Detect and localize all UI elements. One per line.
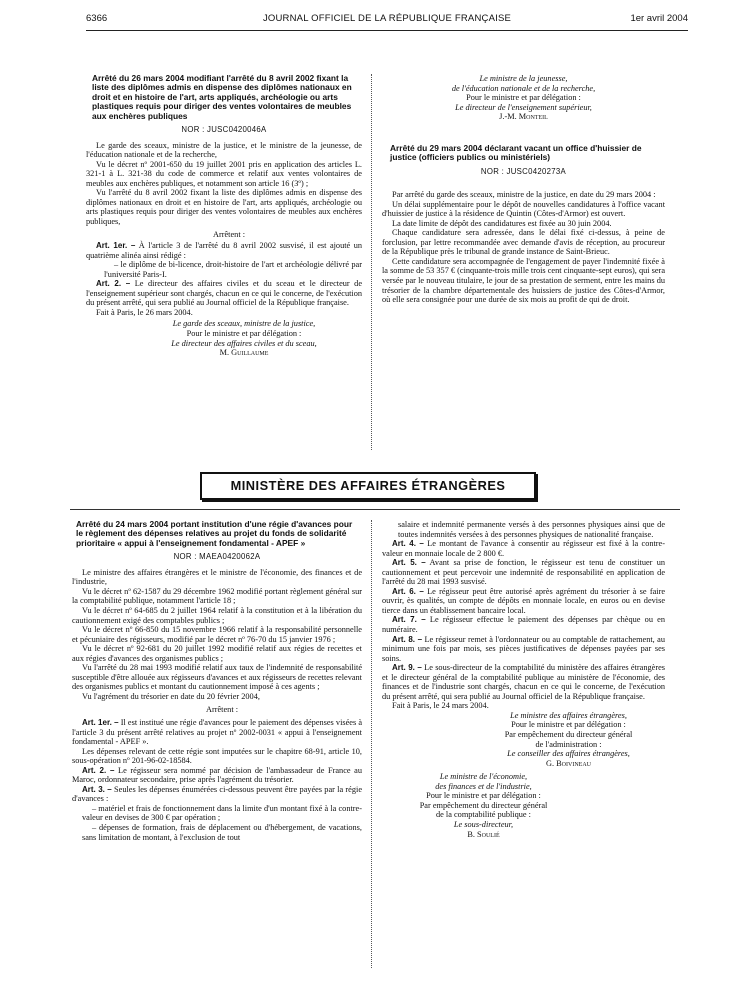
sig-line: Le ministre des affaires étrangères, <box>510 710 627 720</box>
page-number: 6366 <box>86 13 108 24</box>
sig-line: Le conseiller des affaires étrangères, <box>507 749 630 759</box>
sig-line: Par empêchement du directeur général <box>504 730 633 740</box>
art6-label: Art. 6. – <box>392 586 424 596</box>
decree-3-art2 <box>72 766 362 785</box>
decree-1-done: Fait à Paris, le 26 mars 2004. <box>96 307 193 317</box>
decree-3-art8 <box>382 635 665 664</box>
sig-line: Le sous-directeur, <box>453 819 514 829</box>
decree-3-art7 <box>382 615 665 634</box>
decree-2-column <box>382 74 665 305</box>
decree-1-art2 <box>86 279 362 308</box>
decree-3-signature-a <box>382 711 665 768</box>
decree-1-visa-2: Vu l'arrêté du 8 avril 2002 fixant la liste des diplômes admis en dispense des diplômes nationaux en droit et en histoire de l'art, arts appliqués, archéologie ou arts plastiques requis pour diriger des ventes volontaires de meubles aux enchères publiques, <box>86 188 362 226</box>
sig-line: Le directeur des affaires civiles et du sceau, <box>171 338 317 348</box>
decree-3-art3 <box>72 785 362 804</box>
art7-label: Art. 7. – <box>392 615 426 625</box>
sig-name: M. Guillaume <box>219 348 269 358</box>
decree-3-signature-b <box>382 772 665 839</box>
decree-3-art1-b: Les dépenses relevant de cette régie sont imputées sur le chapitre 68-91, article 10, sous-opération nº 201-96-02-18584. <box>72 746 362 766</box>
sig-line: Le garde des sceaux, ministre de la justice, <box>172 319 316 329</box>
decree-2-p5: Cette candidature sera accompagnée de l'engagement de payer l'indemnité fixée à la somme de 53 357 € (cinquante-trois mille trois cent cinquante-sept euros), qui sera versée par le nouveau titulaire, le jour de sa prestation de serment, entre les mains du trésorier de la chambre départementale des huissiers de justice des Côtes-d'Armor, où elle sera consignée pour une durée de six mois au profit de qui de droit. <box>382 256 665 305</box>
decree-3-column <box>72 520 362 842</box>
art7-text: Le régisseur effectue le paiement des dépenses par chèque ou en numéraire. <box>382 615 666 635</box>
decree-3-art9 <box>382 663 665 701</box>
decree-3-visa-2: Vu le décret nº 64-685 du 2 juillet 1964 relatif à la constitution et à la libération du cautionnement exigé des comptables publics ; <box>72 605 362 625</box>
art3-label: Art. 3. – <box>82 784 112 794</box>
decree-2-nor: NOR : JUSC0420273A <box>480 166 567 176</box>
decree-2-p3: La date limite de dépôt des candidatures est fixée au 30 juin 2004. <box>392 218 612 228</box>
decree-3-continuation: salaire et indemnité permanente versés à des personnes physiques ainsi que de toutes indemnités versées à des personnes physiques de nationalité française. <box>398 520 665 539</box>
sig-line: Par empêchement du directeur général <box>419 800 548 810</box>
header-rule <box>86 30 688 31</box>
art5-label: Art. 5. – <box>392 558 426 568</box>
decree-3-arretent: Arrêtent : <box>205 705 239 715</box>
sig-line: Le directeur de l'enseignement supérieur, <box>455 102 592 112</box>
decree-3-visa-6: Vu l'agrément du trésorier en date du 20 février 2004, <box>82 691 260 701</box>
decree-1-preamble: Le garde des sceaux, ministre de la justice, et le ministre de la jeunesse, de l'éducation nationale et de la recherche, <box>86 140 362 160</box>
art2-label: Art. 2. – <box>82 765 115 775</box>
decree-1-visa-1: Vu le décret nº 2001-650 du 19 juillet 2001 pris en application des articles L. 321-1 à L. 321-38 du code de commerce et relatif aux ventes volontaires de meubles aux enchères publiques, et notamment son article 16 (3º) ; <box>86 159 362 188</box>
decree-3-done: Fait à Paris, le 24 mars 2004. <box>392 701 489 711</box>
sig-line: Le ministre de l'économie, <box>439 772 528 782</box>
decree-2-p4: Chaque candidature sera adressée, dans le délai fixé ci-dessus, à peine de forclusion, par lettre recommandée avec demande d'avis de réception, au procureur de la République près le tribunal de grande instance de Saint-Brieuc. <box>382 228 665 257</box>
decree-3-visa-5: Vu l'arrêté du 28 mai 1993 modifié relatif aux taux de l'indemnité de responsabilité susceptible d'être allouée aux régisseurs d'avances et aux régisseurs de recettes relevant des organismes publics et montant du cautionnement imposé à ces agents ; <box>72 663 362 692</box>
art1-text: Il est institué une régie d'avances pour le paiement des dépenses visées à l'article 3 du présent arrêté relatives au projet nº 2002-0031 « appui à l'enseignement fondamental - APEF ». <box>72 717 363 747</box>
decree-3-art3-item1: – matériel et frais de fonctionnement dans la limite d'un montant fixé à la contre-valeur en devises de 300 € par opération ; <box>82 803 362 823</box>
art3-text: Seules les dépenses énumérées ci-dessous peuvent être payées par la régie d'avances : <box>72 784 363 804</box>
decree-3-preamble: Le ministre des affaires étrangères et le ministre de l'économie, des finances et de l'industrie, <box>72 567 362 587</box>
art4-text: Le montant de l'avance à consentir au régisseur est fixé à la contre-valeur en monnaie locale de 2 800 €. <box>382 539 666 558</box>
art4-label: Art. 4. – <box>392 539 424 549</box>
issue-date: 1er avril 2004 <box>630 13 688 24</box>
decree-1-art1 <box>86 241 362 260</box>
sig-line: de l'administration : <box>535 739 602 749</box>
decree-1-art1-item: – le diplôme de bi-licence, droit-histoire de l'art et archéologie délivré par l'université Paris-I. <box>104 260 362 279</box>
art5-text: Avant sa prise de fonction, le régisseur est tenu de constituer un cautionnement et peut percevoir une indemnité de responsabilité en application de l'arrêté du 28 mai 1993 susvisé. <box>382 558 666 587</box>
decree-2-title: Arrêté du 29 mars 2004 déclarant vacant un office d'huissier de justice (officiers publics ou ministériels) <box>390 142 642 163</box>
section-rule <box>70 509 680 510</box>
decree-3-visa-3: Vu le décret nº 66-850 du 15 novembre 1966 relatif à la responsabilité personnelle et pécuniaire des régisseurs, modifié par le décret nº 76-70 du 15 janvier 1976 ; <box>72 625 362 644</box>
decree-3-nor: NOR : MAEA0420062A <box>173 552 261 562</box>
sig-line: Pour le ministre et par délégation : <box>511 720 626 730</box>
sig-line: Le ministre de la jeunesse, <box>479 74 568 83</box>
decree-1-nor: NOR : JUSC0420046A <box>181 125 267 135</box>
decree-3-art3-item2: – dépenses de formation, frais de déplacement ou d'hébergement, de vacations, sans limitation de montant, à l'exclusion de tout <box>82 822 362 842</box>
sig-name: B. Soulié <box>467 829 500 839</box>
sig-line: Pour le ministre et par délégation : <box>426 791 541 801</box>
sig-name: J.-M. Monteil <box>499 112 548 122</box>
art1-label: Art. 1er. – <box>96 241 136 251</box>
decree-3-art4 <box>382 539 665 558</box>
sig-line: des finances et de l'industrie, <box>435 781 532 791</box>
journal-title: JOURNAL OFFICIEL DE LA RÉPUBLIQUE FRANÇAISE <box>262 13 512 24</box>
page-header <box>86 13 688 27</box>
art6-text: Le régisseur peut être autorisé après agrément du trésorier à se faire ouvrir, ès qualités, un compte de dépôts en monnaie locale, en euros ou en devise tierce dans un établissement bancaire local. <box>382 586 666 615</box>
sig-line: Pour le ministre et par délégation : <box>186 328 302 338</box>
sig-line: Pour le ministre et par délégation : <box>466 93 581 103</box>
decree-2-p2: Un délai supplémentaire pour le dépôt de nouvelles candidatures à l'office vacant d'huissier de justice à la résidence de Quintin (Côtes-d'Armor) est ouvert. <box>382 199 665 219</box>
art8-text: Le régisseur remet à l'ordonnateur ou au comptable de rattachement, au minimum une fois par mois, ses pièces justificatives de dépenses payées par ses soins. <box>382 634 666 663</box>
sig-line: de l'éducation nationale et de la recherche, <box>451 83 596 93</box>
sig-line: de la comptabilité publique : <box>436 810 531 820</box>
sig-name: G. Boivineau <box>545 758 591 768</box>
art9-text: Le sous-directeur de la comptabilité du ministère des affaires étrangères et le directeur général de la comptabilité publique au ministère de l'économie, des finances et de l'industrie sont chargés, chacun en ce qui le concerne, de l'exécution du présent arrêté, qui sera publié au Journal officiel de la République française. <box>382 663 666 701</box>
ministry-banner: MINISTÈRE DES AFFAIRES ÉTRANGÈRES <box>200 472 536 500</box>
art8-label: Art. 8. – <box>392 634 423 644</box>
column-separator <box>371 74 372 450</box>
decree-1-signature <box>86 319 362 357</box>
decree-2-p1: Par arrêté du garde des sceaux, ministre de la justice, en date du 29 mars 2004 : <box>392 190 656 200</box>
decree-3-art1 <box>72 718 362 747</box>
decree-1-title: Arrêté du 26 mars 2004 modifiant l'arrêté du 8 avril 2002 fixant la liste des diplômes admis en dispense des diplômes nationaux en droit et en histoire de l'art, arts appliqués, archéologie ou arts plastiques requis pour diriger des ventes volontaires de meubles aux enchères publiques <box>92 73 352 121</box>
decree-3-visa-4: Vu le décret nº 92-681 du 20 juillet 1992 modifié relatif aux régies de recettes et aux régies d'avances des organismes publics ; <box>72 644 362 663</box>
art2-label: Art. 2. – <box>96 279 131 289</box>
decree-3-visa-1: Vu le décret nº 62-1587 du 29 décembre 1962 modifié portant règlement général sur la comptabilité publique, notamment l'article 18 ; <box>72 586 362 606</box>
decree-3-title: Arrêté du 24 mars 2004 portant institution d'une régie d'avances pour le règlement des dépenses relatives au projet du fonds de solidarité prioritaire « appui à l'enseignement fondamental - APEF » <box>76 519 353 548</box>
decree-1-signature-2 <box>382 74 665 122</box>
decree-3-column-2 <box>382 520 665 839</box>
decree-1-arretent: Arrêtent : <box>212 229 246 239</box>
decree-3-art5 <box>382 558 665 587</box>
art1-text: À l'article 3 de l'arrêté du 8 avril 2002 susvisé, il est ajouté un quatrième alinéa ainsi rédigé : <box>86 241 363 260</box>
art1-label: Art. 1er. – <box>82 717 119 727</box>
art9-label: Art. 9. – <box>392 663 422 673</box>
art2-text: Le directeur des affaires civiles et du sceau et le directeur de l'enseignement supérieur sont chargés, chacun en ce qui le concerne, de l'exécution du présent arrêté, qui sera publié au Journal officiel de la République française. <box>86 279 363 308</box>
column-separator <box>371 520 372 968</box>
decree-3-art6 <box>382 587 665 616</box>
art2-text: Le régisseur sera nommé par décision de l'ambassadeur de France au Maroc, ordonnateur secondaire, prise après l'agrément du trésorier. <box>72 765 363 785</box>
decree-1-column <box>86 74 362 358</box>
